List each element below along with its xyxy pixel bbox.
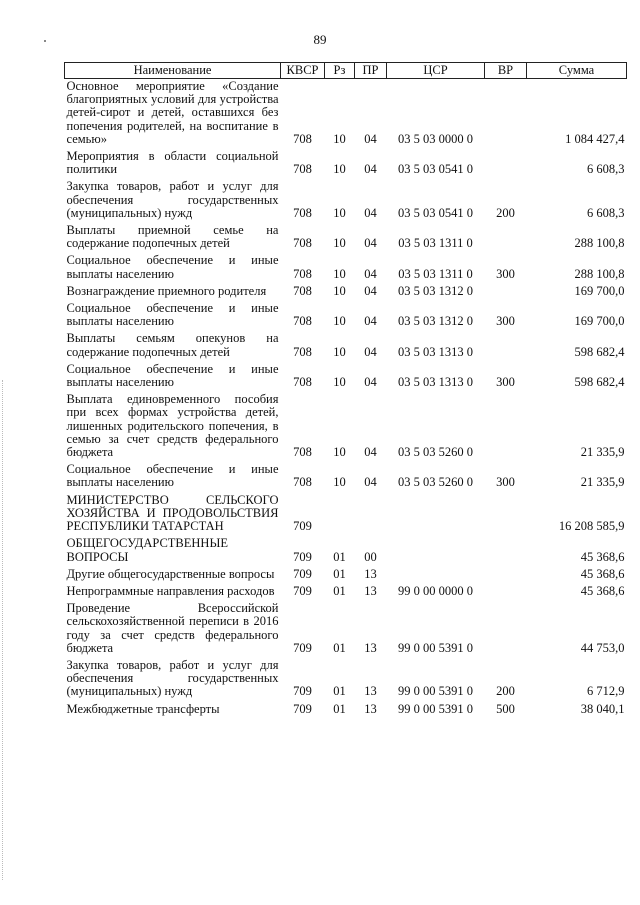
cell-pr: 04: [364, 283, 377, 298]
cell-csr: 99 0 00 5391 0: [398, 640, 473, 655]
header-name: Наименование: [65, 63, 281, 79]
cell-name: Непрограммные направления расходов: [66, 583, 275, 598]
table-row: [65, 253, 627, 283]
table-row: [65, 601, 627, 658]
cell-sum: 6 712,9: [587, 684, 625, 699]
cell-pr: 04: [364, 344, 377, 359]
cell-pr: 04: [364, 162, 377, 177]
cell-vr: [485, 493, 527, 537]
cell-vr: [485, 584, 527, 601]
cell-rz: 10: [333, 314, 346, 329]
header-rz: Рз: [325, 63, 355, 79]
cell-kvsr: 708: [293, 283, 312, 298]
cell-sum: 16 208 585,9: [558, 519, 625, 534]
cell-pr: 04: [364, 131, 377, 146]
cell-pr: 04: [364, 314, 377, 329]
table-row: [65, 392, 627, 462]
cell-sum: 21 335,9: [580, 445, 625, 460]
cell-rz: 01: [333, 701, 346, 716]
cell-name: Выплаты приемной семье на содержание подопечных детей: [66, 223, 279, 251]
cell-rz: 10: [333, 205, 346, 220]
cell-rz: 10: [333, 344, 346, 359]
cell-vr: [485, 567, 527, 584]
cell-vr: [485, 223, 527, 253]
cell-name: Мероприятия в области социальной политики: [66, 149, 279, 177]
cell-kvsr: 708: [293, 475, 312, 490]
table-row: [65, 149, 627, 179]
cell-csr: 03 5 03 0000 0: [398, 131, 473, 146]
table-row: [65, 284, 627, 301]
table-row: [65, 179, 627, 223]
cell-rz: [325, 493, 355, 537]
cell-csr: 03 5 03 1312 0: [398, 283, 473, 298]
cell-name: Выплаты семьям опекунов на содержание подопечных детей: [66, 331, 279, 359]
cell-csr: 99 0 00 5391 0: [398, 701, 473, 716]
cell-vr: 300: [496, 375, 515, 390]
cell-pr: 13: [364, 583, 377, 598]
cell-name: Вознаграждение приемного родителя: [66, 283, 267, 298]
cell-sum: 1 084 427,4: [565, 131, 625, 146]
cell-kvsr: 708: [293, 266, 312, 281]
cell-sum: 45 368,6: [580, 583, 625, 598]
cell-vr: 300: [496, 475, 515, 490]
header-sum: Сумма: [527, 63, 627, 79]
cell-pr: 04: [364, 205, 377, 220]
cell-vr: 500: [496, 701, 515, 716]
cell-pr: 04: [364, 445, 377, 460]
cell-pr: 13: [364, 701, 377, 716]
cell-rz: 01: [333, 684, 346, 699]
cell-kvsr: 709: [293, 549, 312, 564]
cell-name: Закупка товаров, работ и услуг для обеспечения государственных (муниципальных) нужд: [66, 657, 279, 699]
cell-kvsr: 708: [293, 205, 312, 220]
cell-csr: 03 5 03 1312 0: [398, 314, 473, 329]
cell-vr: [485, 601, 527, 658]
table-row: [65, 331, 627, 361]
cell-sum: 21 335,9: [580, 475, 625, 490]
cell-rz: 10: [333, 131, 346, 146]
table-header: [65, 63, 627, 79]
cell-name: Межбюджетные трансферты: [66, 701, 220, 716]
cell-sum: 45 368,6: [580, 566, 625, 581]
cell-kvsr: 708: [293, 344, 312, 359]
budget-table: [64, 62, 627, 719]
cell-pr: 00: [364, 549, 377, 564]
cell-sum: 6 608,3: [587, 205, 625, 220]
cell-kvsr: 708: [293, 236, 312, 251]
cell-vr: 200: [496, 205, 515, 220]
cell-vr: [485, 392, 527, 462]
cell-name: МИНИСТЕРСТВО СЕЛЬСКОГО ХОЗЯЙСТВА И ПРОДОВОЛЬСТВИЯ РЕСПУБЛИКИ ТАТАРСТАН: [66, 492, 279, 534]
cell-csr: 03 5 03 5260 0: [398, 475, 473, 490]
header-vr: ВР: [485, 63, 527, 79]
cell-rz: 10: [333, 266, 346, 281]
cell-name: Выплата единовременного пособия при всех формах устройства детей, лишенных родительского попечения, в семью за счет средств федерального бюджета: [66, 392, 279, 460]
cell-pr: 04: [364, 266, 377, 281]
cell-name: Социальное обеспечение и иные выплаты населению: [66, 462, 279, 490]
cell-sum: 598 682,4: [574, 375, 625, 390]
cell-kvsr: 709: [293, 701, 312, 716]
cell-pr: [355, 493, 387, 537]
table-body: [65, 79, 627, 719]
cell-kvsr: 709: [293, 566, 312, 581]
cell-rz: 01: [333, 583, 346, 598]
cell-pr: 04: [364, 475, 377, 490]
cell-rz: 10: [333, 445, 346, 460]
cell-csr: 99 0 00 0000 0: [398, 583, 473, 598]
cell-rz: 10: [333, 375, 346, 390]
cell-sum: 6 608,3: [587, 162, 625, 177]
table-row: [65, 584, 627, 601]
cell-kvsr: 708: [293, 375, 312, 390]
table-row: [65, 301, 627, 331]
table-row: [65, 79, 627, 150]
cell-kvsr: 709: [293, 684, 312, 699]
cell-name: Закупка товаров, работ и услуг для обеспечения государственных (муниципальных) нужд: [66, 179, 279, 220]
scan-margin-artifact: [2, 380, 5, 880]
cell-kvsr: 708: [293, 314, 312, 329]
cell-pr: 13: [364, 566, 377, 581]
cell-rz: 01: [333, 566, 346, 581]
cell-csr: [387, 536, 485, 566]
cell-csr: 03 5 03 0541 0: [398, 205, 473, 220]
table-row: [65, 702, 627, 719]
cell-kvsr: 709: [293, 583, 312, 598]
table-row: [65, 362, 627, 392]
header-pr: ПР: [355, 63, 387, 79]
cell-sum: 288 100,8: [574, 266, 625, 281]
cell-kvsr: 708: [293, 445, 312, 460]
cell-csr: 03 5 03 1311 0: [398, 266, 473, 281]
cell-sum: 44 753,0: [580, 640, 625, 655]
cell-sum: 169 700,0: [574, 314, 625, 329]
cell-rz: 10: [333, 475, 346, 490]
cell-name: Социальное обеспечение и иные выплаты населению: [66, 301, 279, 329]
cell-sum: 38 040,1: [580, 701, 625, 716]
cell-sum: 288 100,8: [574, 236, 625, 251]
cell-vr: 300: [496, 314, 515, 329]
cell-name: Проведение Всероссийской сельскохозяйственной переписи в 2016 году за счет средств федерального бюджета: [66, 601, 279, 655]
cell-csr: 03 5 03 1311 0: [398, 236, 473, 251]
cell-csr: 99 0 00 5391 0: [398, 684, 473, 699]
cell-csr: 03 5 03 1313 0: [398, 344, 473, 359]
cell-name: Основное мероприятие «Создание благоприятных условий для устройства детей-сирот и детей, оставшихся без попечения родителей, на воспитание в семью»: [66, 79, 279, 146]
cell-kvsr: 709: [293, 519, 312, 534]
budget-table-container: [64, 62, 626, 719]
header-kvsr: КВСР: [281, 63, 325, 79]
table-row: [65, 658, 627, 702]
cell-kvsr: 708: [293, 131, 312, 146]
cell-csr: [387, 493, 485, 537]
cell-sum: 45 368,6: [580, 549, 625, 564]
cell-vr: [485, 79, 527, 150]
cell-pr: 13: [364, 640, 377, 655]
cell-sum: 598 682,4: [574, 344, 625, 359]
cell-rz: 01: [333, 640, 346, 655]
cell-kvsr: 708: [293, 162, 312, 177]
cell-vr: 200: [496, 684, 515, 699]
cell-csr: 03 5 03 1313 0: [398, 375, 473, 390]
cell-name: ОБЩЕГОСУДАРСТВЕННЫЕ ВОПРОСЫ: [66, 536, 228, 564]
cell-name: Социальное обеспечение и иные выплаты населению: [66, 361, 279, 390]
page-number: 89: [313, 32, 327, 47]
table-row: [65, 223, 627, 253]
cell-name: Другие общегосударственные вопросы: [66, 566, 275, 581]
cell-rz: 10: [333, 283, 346, 298]
cell-vr: [485, 149, 527, 179]
cell-csr: 03 5 03 0541 0: [398, 162, 473, 177]
cell-rz: 01: [333, 549, 346, 564]
cell-csr: 03 5 03 5260 0: [398, 445, 473, 460]
cell-rz: 10: [333, 162, 346, 177]
table-row: [65, 493, 627, 537]
table-row: [65, 567, 627, 584]
cell-name: Социальное обеспечение и иные выплаты населению: [66, 253, 279, 281]
table-row: [65, 462, 627, 492]
cell-vr: 300: [496, 266, 515, 281]
cell-rz: 10: [333, 236, 346, 251]
cell-csr: [387, 567, 485, 584]
cell-pr: 13: [364, 684, 377, 699]
header-row: [65, 63, 627, 79]
cell-pr: 04: [364, 375, 377, 390]
cell-vr: [485, 284, 527, 301]
cell-kvsr: 709: [293, 640, 312, 655]
cell-sum: 169 700,0: [574, 283, 625, 298]
cell-pr: 04: [364, 236, 377, 251]
cell-vr: [485, 331, 527, 361]
table-row: [65, 536, 627, 566]
header-csr: ЦСР: [387, 63, 485, 79]
cell-vr: [485, 536, 527, 566]
